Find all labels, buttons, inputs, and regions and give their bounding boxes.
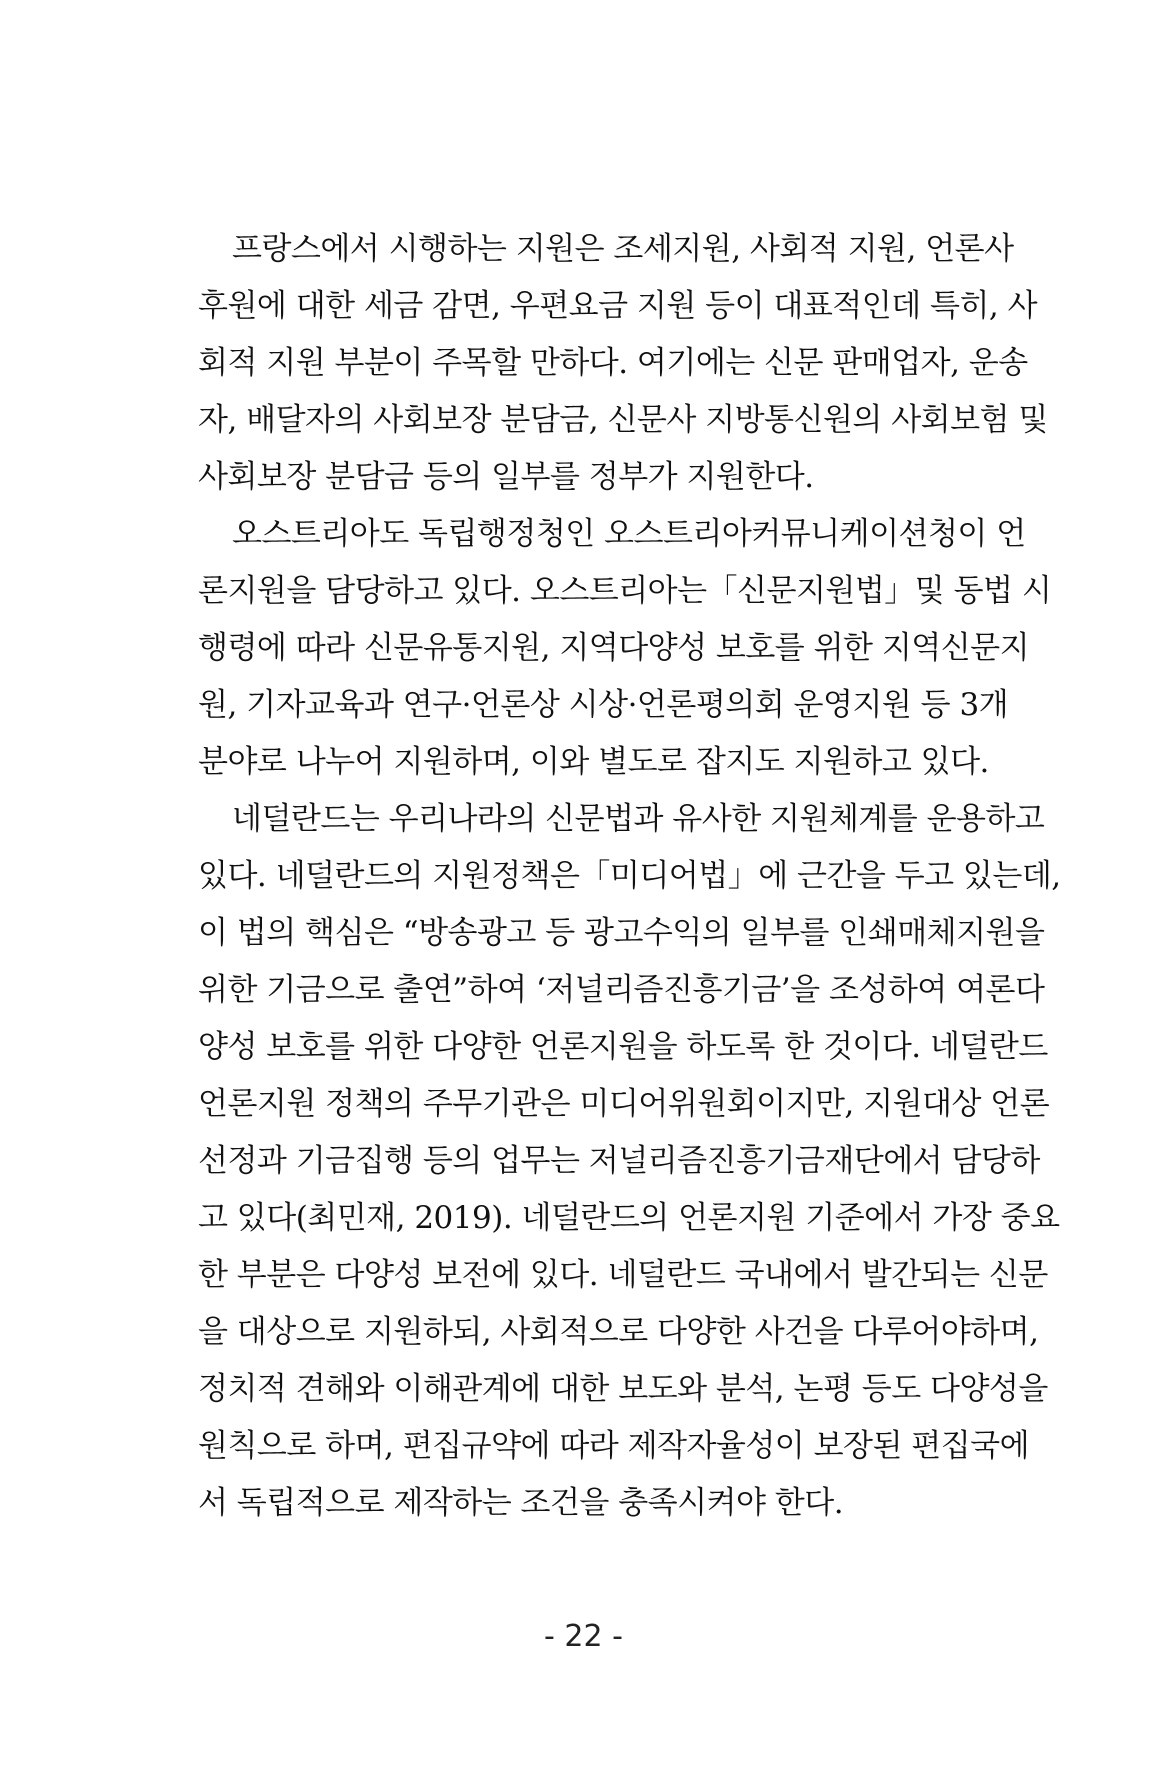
text-line: 한 부분은 다양성 보전에 있다. 네덜란드 국내에서 발간되는 신문 xyxy=(198,1257,1048,1293)
text-line: 이 법의 핵심은 “방송광고 등 광고수익의 일부를 인쇄매체지원을 xyxy=(198,915,1045,951)
text-line: 있다. 네덜란드의 지원정책은「미디어법」에 근간을 두고 있는데, xyxy=(198,858,1061,894)
text-line: 을 대상으로 지원하되, 사회적으로 다양한 사건을 다루어야하며, xyxy=(198,1314,1039,1350)
text-line: 언론지원 정책의 주무기관은 미디어위원회이지만, 지원대상 언론 xyxy=(198,1086,1050,1122)
text-line: 선정과 기금집행 등의 업무는 저널리즘진흥기금재단에서 담당하 xyxy=(198,1143,1040,1179)
text-line: 네덜란드는 우리나라의 신문법과 유사한 지원체계를 운용하고 xyxy=(232,801,1045,837)
text-line: 원칙으로 하며, 편집규약에 따라 제작자율성이 보장된 편집국에 xyxy=(198,1428,1030,1464)
text-line: 후원에 대한 세금 감면, 우편요금 지원 등이 대표적인데 특히, 사 xyxy=(198,288,1038,324)
paragraph-netherlands xyxy=(198,791,1061,1532)
text-line: 고 있다(최민재, 2019). 네덜란드의 언론지원 기준에서 가장 중요 xyxy=(198,1200,1060,1236)
text-line: 프랑스에서 시행하는 지원은 조세지원, 사회적 지원, 언론사 xyxy=(232,231,1014,267)
paragraph-austria xyxy=(198,506,1052,791)
text-line: 원, 기자교육과 연구·언론상 시상·언론평의회 운영지원 등 3개 xyxy=(198,687,1009,723)
text-line: 회적 지원 부분이 주목할 만하다. 여기에는 신문 판매업자, 운송 xyxy=(198,345,1028,381)
page-number: - 22 - xyxy=(544,1619,623,1654)
text-line: 분야로 나누어 지원하며, 이와 별도로 잡지도 지원하고 있다. xyxy=(198,744,989,780)
text-line: 사회보장 분담금 등의 일부를 정부가 지원한다. xyxy=(198,459,814,495)
text-line: 서 독립적으로 제작하는 조건을 충족시켜야 한다. xyxy=(198,1485,844,1521)
text-line: 자, 배달자의 사회보장 분담금, 신문사 지방통신원의 사회보험 및 xyxy=(198,402,1048,438)
text-line: 론지원을 담당하고 있다. 오스트리아는「신문지원법」및 동법 시 xyxy=(198,573,1052,609)
text-line: 위한 기금으로 출연”하여 ‘저널리즘진흥기금’을 조성하여 여론다 xyxy=(198,972,1045,1008)
text-line: 양성 보호를 위한 다양한 언론지원을 하도록 한 것이다. 네덜란드 xyxy=(198,1029,1048,1065)
body-text xyxy=(198,221,1061,1532)
text-line: 행령에 따라 신문유통지원, 지역다양성 보호를 위한 지역신문지 xyxy=(198,630,1030,666)
text-line: 정치적 견해와 이해관계에 대한 보도와 분석, 논평 등도 다양성을 xyxy=(198,1371,1048,1407)
paragraph-france xyxy=(198,221,1048,506)
text-line: 오스트리아도 독립행정청인 오스트리아커뮤니케이션청이 언 xyxy=(232,516,1026,552)
